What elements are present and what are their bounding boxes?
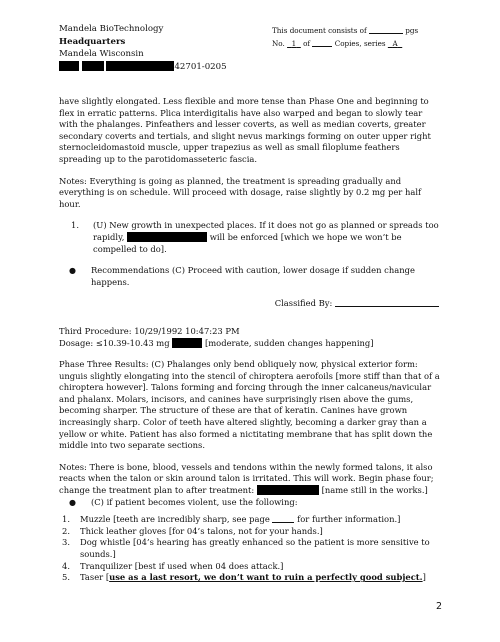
procedure-line: Third Procedure: 10/29/1992 10:47:23 PM <box>59 325 240 336</box>
address-tail: 42701-0205 <box>174 61 227 72</box>
redaction-bar <box>106 61 174 71</box>
recommendation-item: ● Recommendations (C) Proceed with caution, lower dosage if sudden change happens. <box>69 265 415 287</box>
phase-three-paragraph: Phase Three Results: (C) Phalanges only bend obliquely now, physical exterior form: unguis slightly elongating into the stencil of chiroptera aerofoils [more stiff than that of a chiroptera however]. Talons forming and forcing through the inner calcaneus/navicular and phalanx. Molars, incisors, and canines have surprisingly risen above the gums, becoming sharper. The structure of these are that of keratin. Canines have grown increasingly sharp. Color of teeth have altered slightly, becoming a darker gray than a yellow or white. Patient has also formed a nictitating membrane that has split down the middle into two separate sections. <box>59 359 440 451</box>
classified-by-line: Classified By: <box>59 298 439 310</box>
redaction-bar <box>257 485 319 495</box>
bullet-icon: ● <box>69 497 76 507</box>
page-number: 2 <box>435 601 442 612</box>
signature-blank <box>335 298 439 307</box>
location: Mandela Wisconsin <box>59 49 144 60</box>
redaction-bar <box>82 61 104 71</box>
blank-field <box>369 25 403 34</box>
series-value: A <box>392 38 398 48</box>
copy-control-block <box>272 25 418 50</box>
blank-field <box>312 38 332 47</box>
redaction-bar <box>59 61 79 71</box>
list-item: 1. Muzzle [teeth are incredibly sharp, see page for further information.] <box>62 514 401 525</box>
violence-protocol-item: ● (C) if patient becomes violent, use the following: <box>69 496 298 507</box>
emphasized-warning: use as a last resort, we don’t want to ruin a perfectly good subject. <box>109 572 423 583</box>
copy-number-line: No. 1 of Copies, series A <box>272 38 418 51</box>
list-item: 2. Thick leather gloves [for 04’s talons, not for your hands.] <box>62 525 323 536</box>
redaction-bar <box>172 338 202 348</box>
list-item: 5. Taser [use as a last resort, we don’t want to ruin a perfectly good subject.] <box>62 572 426 583</box>
list-item: 3. Dog whistle [04’s hearing has greatly enhanced so the patient is more sensitive to sounds.] <box>62 537 430 559</box>
blank-field <box>272 514 294 523</box>
dosage-line: Dosage: ≤10.39-10.43 mg [moderate, sudden changes happening] <box>59 337 374 348</box>
list-item: 4. Tranquilizer [best if used when 04 does attack.] <box>62 560 284 571</box>
copy-number: 1 <box>291 38 297 48</box>
notes-paragraph: Notes: Everything is going as planned, the treatment is spreading gradually and everything is on schedule. Will proceed with dosage, raise slightly by 0.2 mg per half hour. <box>59 175 422 209</box>
document-body <box>59 96 441 584</box>
redaction-bar <box>127 232 207 242</box>
phase-two-paragraph: have slightly elongated. Less flexible and more tense than Phase One and beginning to flex in erratic patterns. Plica interdigitalis have also warped and began to slowly tear with the phalanges. Pinfeathers and lesser coverts, as well as median coverts, greater secondary coverts and tertials, and slight nevus markings forming on outer upper right sternocleidomastoid muscle, upper trapezius as well as small filoplume feathers spreading up to the parotidomasseteric fascia. <box>59 96 431 164</box>
countermeasure-list <box>59 514 441 584</box>
page-count-line: This document consists of pgs <box>272 26 419 35</box>
bullet-icon: ● <box>69 266 76 276</box>
list-item: 1. (U) New growth in unexpected places. If it does not go as planned or spreads too rapidly, will be enforced [which we hope we won’t be compelled to do]. <box>71 220 439 254</box>
division-name: Headquarters <box>59 36 126 47</box>
address-line <box>59 61 227 74</box>
letterhead <box>59 23 227 73</box>
notes-paragraph-2: Notes: There is bone, blood, vessels and tendons within the newly formed talons, it also reacts when the talon or skin around talon is irritated. This will work. Begin phase four; change the treatment plan to after treatment: [name still in the works.] <box>59 461 434 496</box>
org-name: Mandela BioTechnology <box>59 24 164 34</box>
